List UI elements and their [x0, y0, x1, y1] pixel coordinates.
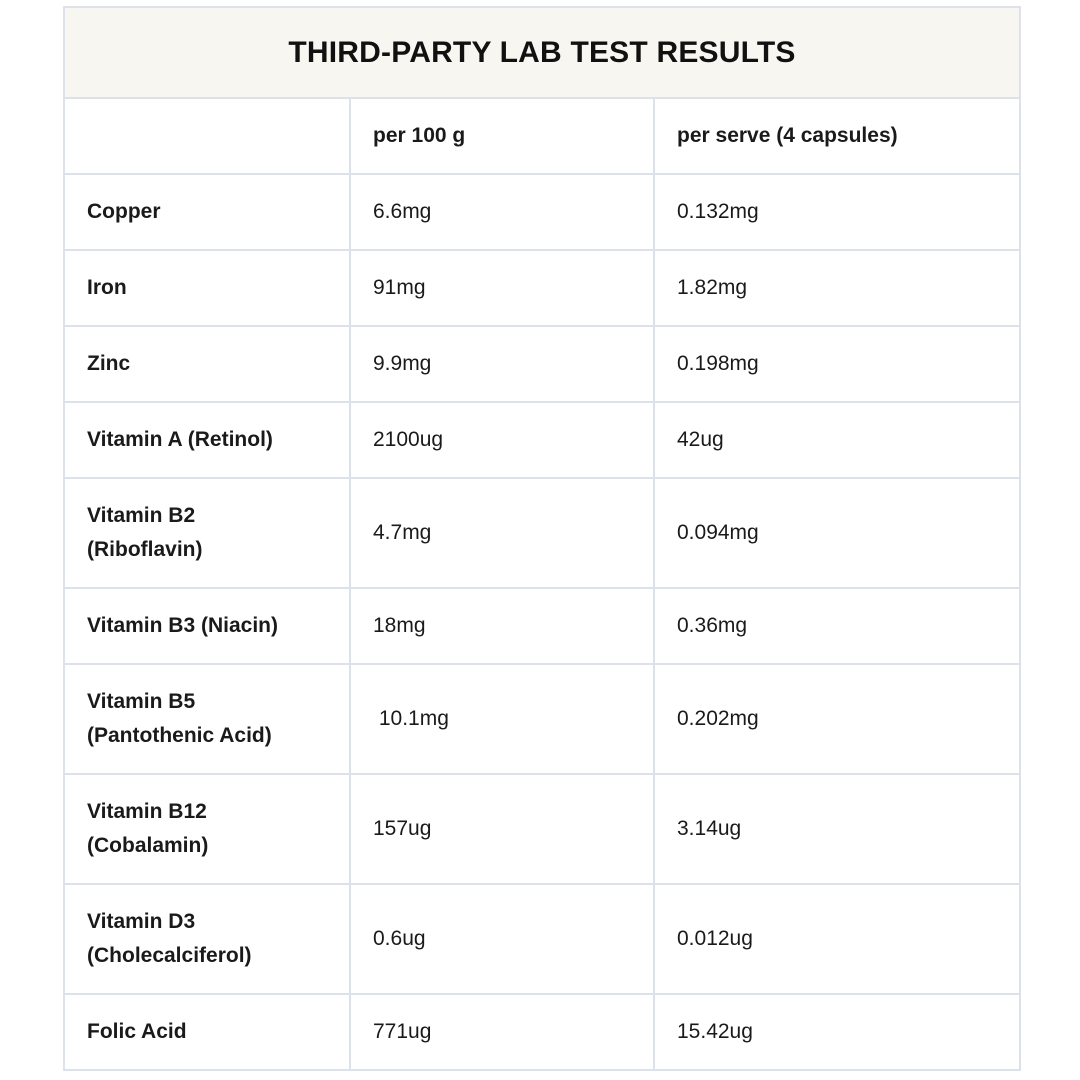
per-serve-value: 42ug	[654, 402, 1020, 478]
table-row	[64, 478, 1020, 588]
per-100g-value: 9.9mg	[350, 326, 654, 402]
per-100g-value: 771ug	[350, 994, 654, 1070]
per-100g-value: 18mg	[350, 588, 654, 664]
per-serve-value: 0.198mg	[654, 326, 1020, 402]
table-row	[64, 174, 1020, 250]
table-row	[64, 250, 1020, 326]
nutrient-name-cell	[64, 402, 350, 478]
column-header-nutrient	[64, 98, 350, 174]
nutrient-name-line1: Vitamin B5	[87, 690, 196, 713]
table-row	[64, 774, 1020, 884]
nutrient-name-line1: Vitamin B3 (Niacin)	[87, 614, 278, 637]
per-serve-value: 0.202mg	[654, 664, 1020, 774]
per-serve-value: 0.094mg	[654, 478, 1020, 588]
lab-results-table	[63, 6, 1021, 1071]
per-serve-value: 0.012ug	[654, 884, 1020, 994]
per-serve-value: 1.82mg	[654, 250, 1020, 326]
table-row	[64, 884, 1020, 994]
column-header-per-serve: per serve (4 capsules)	[654, 98, 1020, 174]
table-row	[64, 402, 1020, 478]
nutrient-name-line1: Vitamin A (Retinol)	[87, 428, 273, 451]
nutrient-name-line1: Folic Acid	[87, 1020, 187, 1043]
nutrient-name-cell	[64, 884, 350, 994]
per-100g-value: 4.7mg	[350, 478, 654, 588]
nutrient-name-cell	[64, 994, 350, 1070]
nutrient-name-cell	[64, 588, 350, 664]
per-100g-value: 10.1mg	[350, 664, 654, 774]
nutrient-name-line1: Vitamin D3	[87, 910, 196, 933]
nutrient-name-cell	[64, 250, 350, 326]
per-100g-value: 157ug	[350, 774, 654, 884]
per-serve-value: 15.42ug	[654, 994, 1020, 1070]
nutrient-name-line1: Vitamin B12	[87, 800, 207, 823]
table-title: THIRD-PARTY LAB TEST RESULTS	[64, 7, 1020, 98]
column-header-per-100g: per 100 g	[350, 98, 654, 174]
nutrient-name-cell	[64, 664, 350, 774]
per-100g-value: 0.6ug	[350, 884, 654, 994]
nutrient-name-line1: Zinc	[87, 352, 131, 375]
nutrient-name-line2: (Pantothenic Acid)	[87, 724, 272, 747]
nutrient-name-line1: Copper	[87, 200, 161, 223]
table-row	[64, 994, 1020, 1070]
nutrient-name-cell	[64, 174, 350, 250]
per-serve-value: 0.36mg	[654, 588, 1020, 664]
column-header-row	[64, 98, 1020, 174]
table-row	[64, 664, 1020, 774]
per-serve-value: 3.14ug	[654, 774, 1020, 884]
per-100g-value: 6.6mg	[350, 174, 654, 250]
per-100g-value: 2100ug	[350, 402, 654, 478]
nutrient-name-line1: Iron	[87, 276, 127, 299]
nutrient-name-line2: (Cholecalciferol)	[87, 944, 252, 967]
nutrient-name-line2: (Riboflavin)	[87, 538, 203, 561]
per-serve-value: 0.132mg	[654, 174, 1020, 250]
nutrient-name-line2: (Cobalamin)	[87, 834, 209, 857]
nutrient-name-cell	[64, 478, 350, 588]
table-title-row	[64, 7, 1020, 98]
table-row	[64, 326, 1020, 402]
nutrient-name-line1: Vitamin B2	[87, 504, 196, 527]
nutrient-name-cell	[64, 774, 350, 884]
per-100g-value: 91mg	[350, 250, 654, 326]
nutrient-name-cell	[64, 326, 350, 402]
table-row	[64, 588, 1020, 664]
